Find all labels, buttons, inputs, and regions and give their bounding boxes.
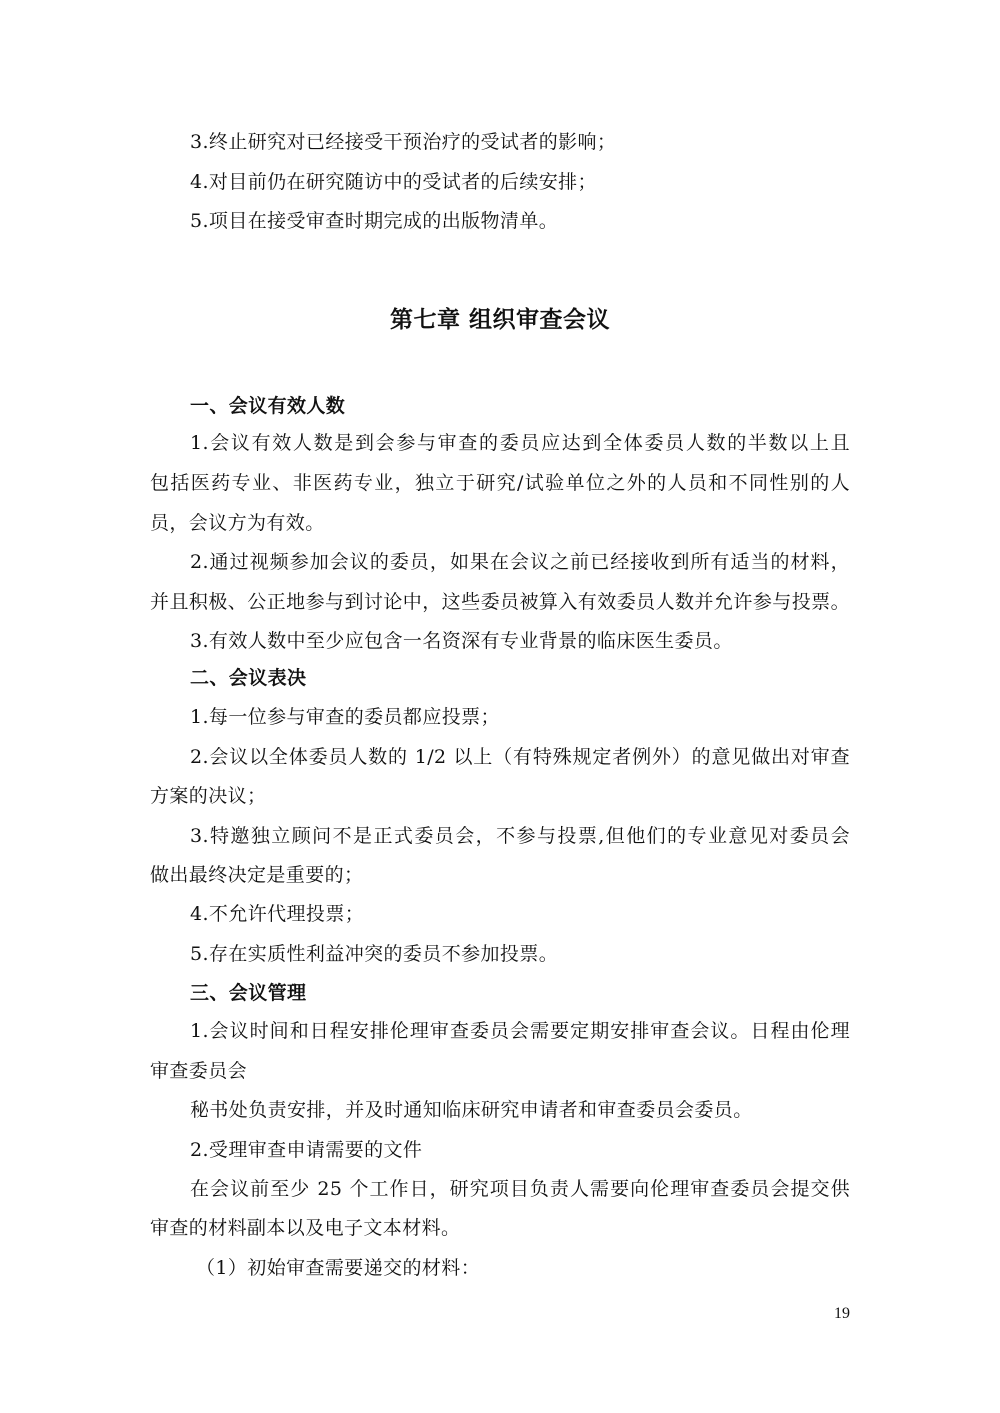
paragraph-line: （1）初始审查需要递交的材料： <box>196 1257 481 1279</box>
paragraph-line: 2.受理审查申请需要的文件 <box>190 1139 423 1161</box>
paragraph-line: 包括医药专业、非医药专业，独立于研究/试验单位之外的人员和不同性别的人 <box>150 472 850 494</box>
paragraph-line: 做出最终决定是重要的； <box>150 864 364 886</box>
page-number: 19 <box>834 1305 850 1322</box>
paragraph-line: 5.存在实质性利益冲突的委员不参加投票。 <box>190 943 559 965</box>
paragraph-line: 员，会议方为有效。 <box>150 512 325 534</box>
paragraph-line: 1.会议时间和日程安排伦理审查委员会需要定期安排审查会议。日程由伦理 <box>190 1020 850 1042</box>
paragraph-line: 审查的材料副本以及电子文本材料。 <box>150 1217 461 1239</box>
paragraph-line: 3.特邀独立顾问不是正式委员会，不参与投票,但他们的专业意见对委员会 <box>190 825 850 847</box>
list-item: 5.项目在接受审查时期完成的出版物清单。 <box>190 210 559 232</box>
paragraph-line: 2.通过视频参加会议的委员，如果在会议之前已经接收到所有适当的材料， <box>190 551 850 573</box>
paragraph-line: 1.每一位参与审查的委员都应投票； <box>190 706 500 728</box>
paragraph-line: 审查委员会 <box>150 1060 248 1082</box>
chapter-title: 第七章 组织审查会议 <box>389 307 610 333</box>
list-item: 4.对目前仍在研究随访中的受试者的后续安排； <box>190 171 597 193</box>
paragraph-line: 4.不允许代理投票； <box>190 903 365 925</box>
section-heading: 一、会议有效人数 <box>190 395 346 417</box>
paragraph-line: 秘书处负责安排，并及时通知临床研究申请者和审查委员会委员。 <box>190 1099 753 1121</box>
section-heading: 三、会议管理 <box>190 982 307 1004</box>
paragraph-line: 方案的决议； <box>150 785 267 807</box>
paragraph-line: 并且积极、公正地参与到讨论中，这些委员被算入有效委员人数并允许参与投票。 <box>150 591 850 613</box>
paragraph-line: 2.会议以全体委员人数的 1/2 以上（有特殊规定者例外）的意见做出对审查 <box>190 746 850 768</box>
paragraph-line: 3.有效人数中至少应包含一名资深有专业背景的临床医生委员。 <box>190 630 733 652</box>
section-heading: 二、会议表决 <box>190 667 307 689</box>
list-item: 3.终止研究对已经接受干预治疗的受试者的影响； <box>190 131 617 153</box>
paragraph-line: 在会议前至少 25 个工作日，研究项目负责人需要向伦理审查委员会提交供 <box>190 1178 850 1200</box>
paragraph-line: 1.会议有效人数是到会参与审查的委员应达到全体委员人数的半数以上且 <box>190 432 850 454</box>
